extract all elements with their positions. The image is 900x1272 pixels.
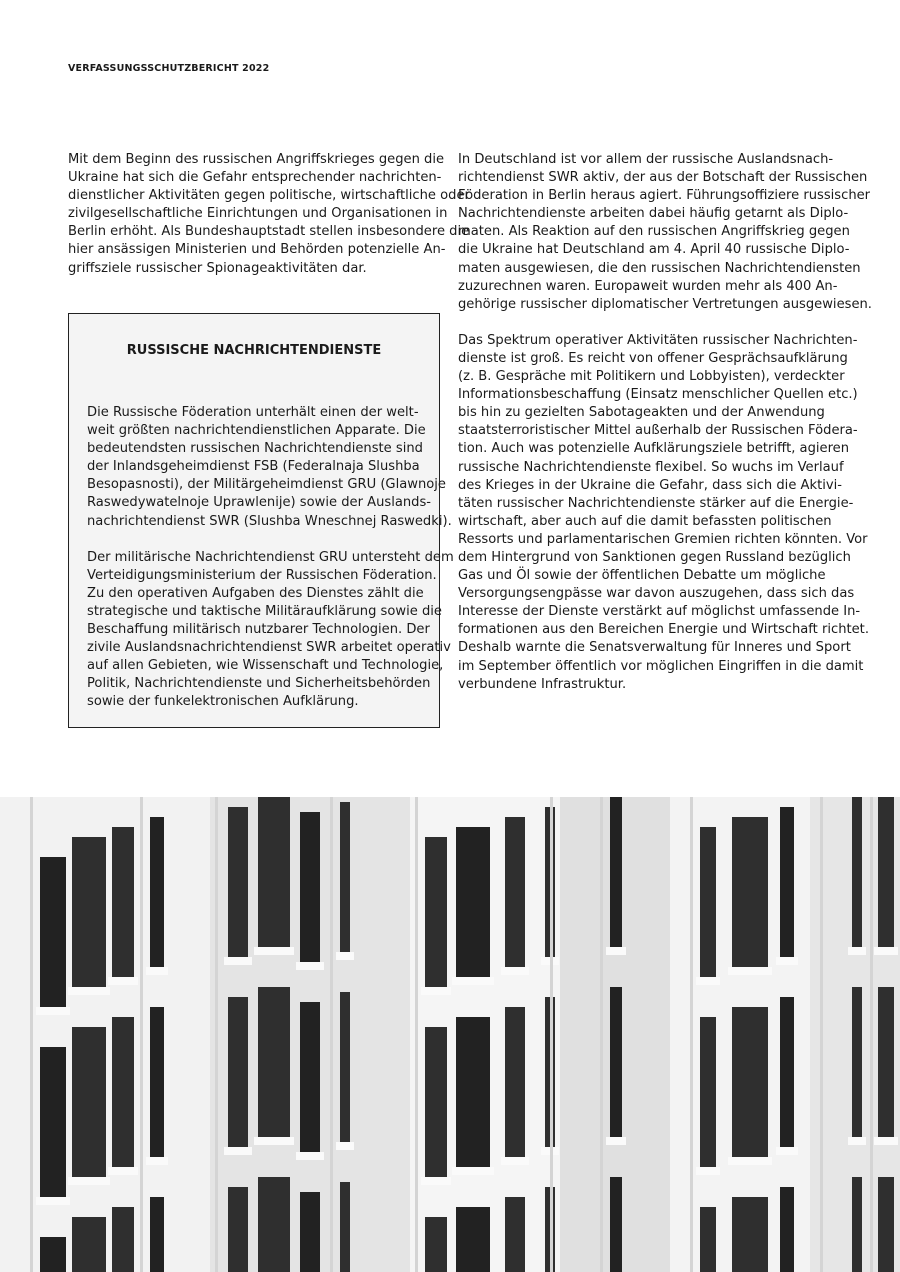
facade-ledge [728,967,772,975]
facade-window [610,797,622,947]
text-line: maten ausgewiesen, die den russischen Nachrichtendiensten [458,260,861,276]
facade-window [505,817,525,967]
text-line: des Krieges in der Ukraine die Gefahr, dass sich die Aktivi- [458,477,842,493]
facade-ledge [874,1137,898,1145]
text-line: russische Nachrichtendienste flexibel. So wuchs im Verlauf [458,459,844,475]
facade-window [425,1217,447,1272]
facade-window [456,1207,490,1272]
facade-window [72,1027,106,1177]
text-line: Deshalb warnte die Senatsverwaltung für Inneres und Sport [458,640,851,656]
facade-ledge [421,1177,451,1185]
facade-ledge [501,1157,529,1165]
text-line: Informationsbeschaffung (Einsatz menschlicher Quellen etc.) [458,387,858,403]
facade-mullion [820,797,823,1272]
running-header: VERFASSUNGSSCHUTZBERICHT 2022 [68,63,270,74]
facade-mullion [870,797,873,1272]
facade-window [40,1047,66,1197]
text-line: dienste ist groß. Es reicht von offener Gesprächsaufklärung [458,350,848,366]
facade-window [780,997,794,1147]
text-line: Interesse der Dienste verstärkt auf möglichst umfassende In- [458,604,861,620]
facade-window [425,837,447,987]
facade-ledge [848,1137,866,1145]
facade-mullion [690,797,693,1272]
facade-ledge [68,987,110,995]
text-line: Versorgungsengpässe war davon auszugehen, dass sich das [458,586,855,602]
text-line: bis hin zu gezielten Sabotageakten und der Anwendung [458,405,825,421]
facade-window [878,1177,894,1272]
facade-window [72,1217,106,1272]
facade-window [456,1017,490,1167]
facade-window [780,807,794,957]
facade-ledge [254,947,294,955]
facade-ledge [776,1147,798,1155]
facade-window [300,812,320,962]
facade-window [732,1197,768,1272]
text-line: Ressorts und parlamentarischen Gremien richten könnten. Vor [458,531,868,547]
facade-ledge [296,962,324,970]
facade-window [340,802,350,952]
body-paragraph [458,332,869,694]
text-line: Föderation in Berlin heraus agiert. Führungsoffiziere russischer [458,188,871,204]
facade-window [228,997,248,1147]
facade-ledge [452,977,494,985]
facade-ledge [146,1157,168,1165]
facade-window [505,1007,525,1157]
facade-window [505,1197,525,1272]
text-line: sowie der funkelektronischen Aufklärung. [87,694,359,710]
facade-window [780,1187,794,1272]
facade-ledge [254,1137,294,1145]
facade-window [456,827,490,977]
facade-window [300,1002,320,1152]
text-line: Nachrichtendienste arbeiten dabei häufig getarnt als Diplo- [458,206,849,222]
facade-window [228,1187,248,1272]
facade-window [258,797,290,947]
facade-window [700,1207,716,1272]
facade-window [852,987,862,1137]
facade-window [40,1237,66,1272]
text-line: im September öffentlich vor möglichen Eingriffen in die damit [458,658,864,674]
facade-ledge [336,1142,354,1150]
facade-mullion [600,797,603,1272]
text-line: In Deutschland ist vor allem der russische Auslandsnach- [458,152,834,167]
text-line: Politik, Nachrichtendienste und Sicherheitsbehörden [87,676,431,692]
text-line: griffsziele russischer Spionageaktivitäten dar. [68,260,367,276]
facade-ledge [36,1197,70,1205]
text-line: Berlin erhöht. Als Bundeshauptstadt stellen insbesondere die [68,224,470,240]
facade-window [258,987,290,1137]
info-box [68,313,454,728]
text-line: Mit dem Beginn des russischen Angriffskrieges gegen die [68,152,445,167]
text-line: Das Spektrum operativer Aktivitäten russischer Nachrichten- [458,332,858,348]
text-line: hier ansässigen Ministerien und Behörden potenzielle An- [68,242,446,258]
facade-ledge [874,947,898,955]
text-line: Zu den operativen Aufgaben des Dienstes zählt die [87,585,424,601]
text-line: Beschaffung militärisch nutzbarer Technologien. Der [87,622,430,638]
text-line: strategische und taktische Militäraufklärung sowie die [87,603,442,619]
text-line: (z. B. Gespräche mit Politikern und Lobbyisten), verdeckter [458,369,845,385]
facade-window [112,827,134,977]
facade-ledge [452,1167,494,1175]
text-line: dienstlicher Aktivitäten gegen politische, wirtschaftliche oder [68,188,470,204]
facade-window [300,1192,320,1272]
text-line: Der militärische Nachrichtendienst GRU untersteht dem [87,549,454,565]
facade-window [150,1197,164,1272]
info-box-paragraph [87,549,454,712]
facade-window [878,987,894,1137]
text-line: Gas und Öl sowie der öffentlichen Debatte um mögliche [458,568,826,584]
facade-ledge [224,1147,252,1155]
text-line: maten. Als Reaktion auf den russischen Angriffskrieg gegen [458,224,850,240]
facade-window [732,1007,768,1157]
text-line: Besopasnosti), der Militärgeheimdienst GRU (Glawnoje [87,477,446,493]
building-facade-photo [0,797,900,1272]
facade-ledge [606,947,626,955]
text-line: zivile Auslandsnachrichtendienst SWR arbeitet operativ [87,640,451,656]
text-line: wirtschaft, aber auch auf die damit befassten politischen [458,513,832,529]
facade-window [150,817,164,967]
facade-mullion [30,797,33,1272]
text-line: tion. Auch was potenzielle Aufklärungsziele betrifft, agieren [458,441,850,457]
info-box-body [87,404,454,712]
facade-window [150,1007,164,1157]
text-line: die Ukraine hat Deutschland am 4. April 40 russische Diplo- [458,242,850,258]
left-column [68,151,470,278]
facade-window [878,797,894,947]
intro-paragraph [68,151,470,278]
facade-ledge [848,947,866,955]
text-line: Ukraine hat sich die Gefahr entsprechender nachrichten- [68,170,442,186]
text-line: Die Russische Föderation unterhält einen der welt- [87,405,419,420]
facade-window [852,1177,862,1272]
facade-ledge [108,1167,138,1175]
facade-ledge [336,952,354,960]
facade-window [425,1027,447,1177]
right-column [458,151,872,694]
facade-window [700,1017,716,1167]
text-line: Raswedywatelnoje Uprawlenije) sowie der Auslands- [87,495,432,511]
facade-window [852,797,862,947]
facade-window [732,817,768,967]
facade-window [72,837,106,987]
facade-ledge [36,1007,70,1015]
facade-window [228,807,248,957]
facade-mullion [140,797,143,1272]
text-line: zuzurechnen waren. Europaweit wurden mehr als 400 An- [458,278,838,294]
facade-window [610,1177,622,1272]
facade-ledge [296,1152,324,1160]
facade-mullion [330,797,333,1272]
facade-ledge [696,1167,720,1175]
text-line: auf allen Gebieten, wie Wissenschaft und Technologie, [87,658,444,674]
facade-window [340,1182,350,1272]
facade-window [112,1017,134,1167]
info-box-title: RUSSISCHE NACHRICHTENDIENSTE [126,343,382,358]
text-line: dem Hintergrund von Sanktionen gegen Russland bezüglich [458,549,851,565]
text-line: formationen aus den Bereichen Energie und Wirtschaft richtet. [458,622,869,638]
body-paragraph [458,151,872,314]
facade-window [700,827,716,977]
building-facade-illustration [0,797,900,1272]
text-line: verbundene Infrastruktur. [458,676,627,692]
facade-ledge [696,977,720,985]
text-line: bedeutendsten russischen Nachrichtendienste sind [87,441,423,457]
facade-ledge [501,967,529,975]
facade-ledge [68,1177,110,1185]
text-line: gehörige russischer diplomatischer Vertretungen ausgewiesen. [458,296,872,312]
facade-ledge [421,987,451,995]
facade-window [40,857,66,1007]
text-line: täten russischer Nachrichtendienste stärker auf die Energie- [458,495,854,511]
text-line: staatsterroristischer Mittel außerhalb der Russischen Födera- [458,423,858,439]
facade-mullion [215,797,218,1272]
facade-window [610,987,622,1137]
facade-window [112,1207,134,1272]
facade-ledge [728,1157,772,1165]
text-line: weit größten nachrichtendienstlichen Apparate. Die [87,423,426,439]
facade-mullion [550,797,553,1272]
facade-ledge [776,957,798,965]
facade-ledge [606,1137,626,1145]
info-box-paragraph [87,404,452,531]
text-line: zivilgesellschaftliche Einrichtungen und Organisationen in [68,206,448,222]
facade-ledge [108,977,138,985]
facade-window [258,1177,290,1272]
facade-mullion [415,797,418,1272]
text-line: richtendienst SWR aktiv, der aus der Botschaft der Russischen [458,170,868,186]
text-line: der Inlandsgeheimdienst FSB (Federalnaja Slushba [87,459,420,475]
text-line: Verteidigungsministerium der Russischen Föderation. [87,567,437,583]
facade-window [340,992,350,1142]
facade-ledge [224,957,252,965]
facade-ledge [146,967,168,975]
text-line: nachrichtendienst SWR (Slushba Wneschnej Raswedki). [87,513,452,529]
